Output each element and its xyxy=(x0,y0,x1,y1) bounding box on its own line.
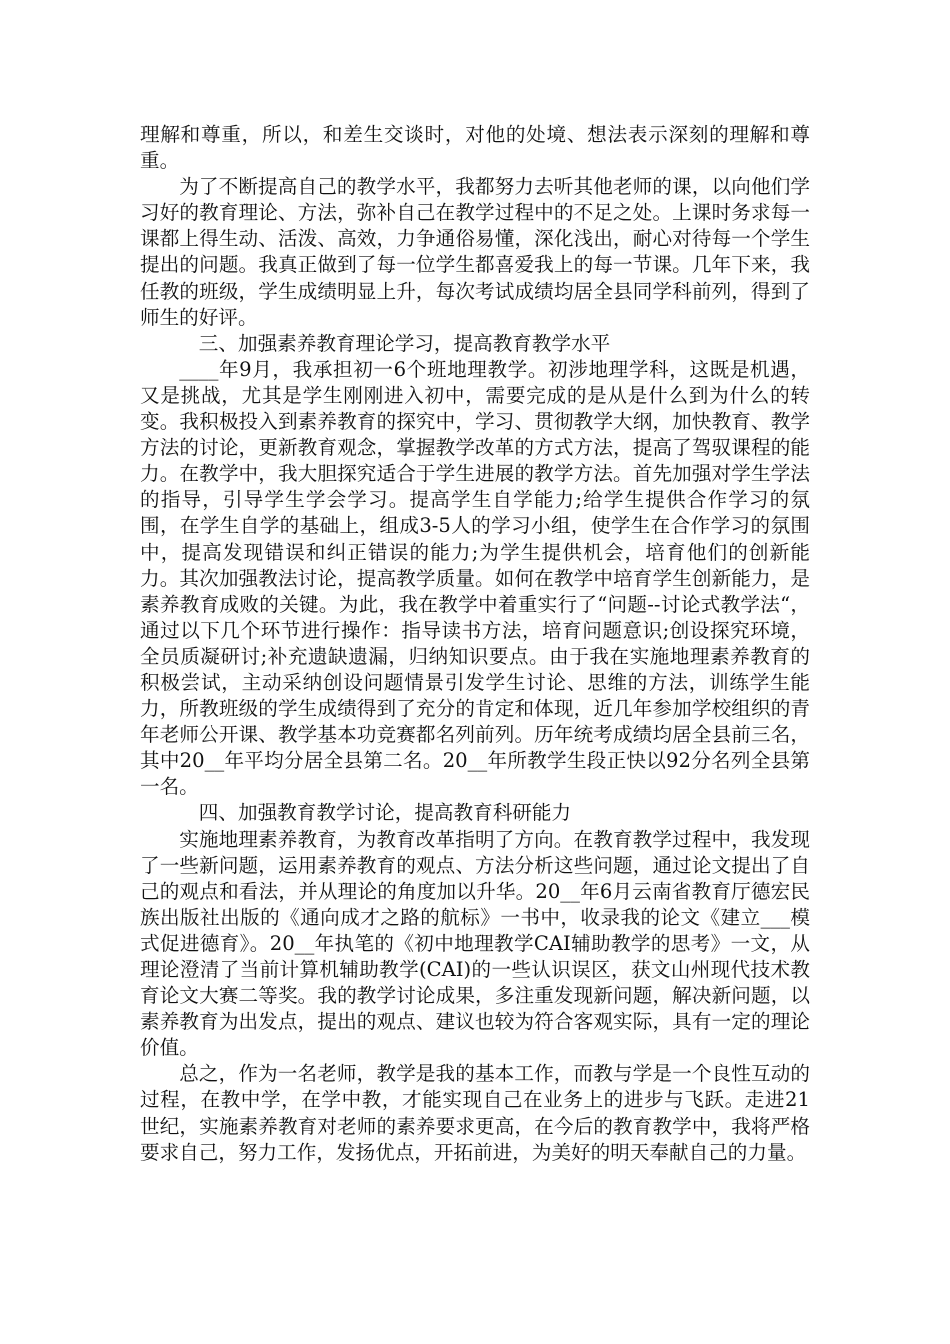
paragraph-teaching-level: 为了不断提高自己的教学水平，我都努力去听其他老师的课，以向他们学习好的教育理论、方法，弥补自己在教学过程中的不足之处。上课时务求每一课都上得生动、活泼、高效，力争通俗易懂，深化浅出，耐心对待每一个学生提出的问题。我真正做到了每一位学生都喜爱我上的每一节课。几年下来，我任教的班级，学生成绩明显上升，每次考试成绩均居全县同学科前列，得到了师生的好评。 xyxy=(140,175,810,329)
paragraph-research: 实施地理素养教育，为教育改革指明了方向。在教育教学过程中，我发现了一些新问题，运用素养教育的观点、方法分析这些问题，通过论文提出了自己的观点和看法，并从理论的角度加以升华。20__年6月云南省教育厅德宏民族出版社出版的《通向成才之路的航标》一书中，收录我的论文《建立___模式促进德育》。20__年执笔的《初中地理教学CAI辅助教学的思考》一文，从理论澄清了当前计算机辅助教学(CAI)的一些认识误区，获文山州现代技术教育论文大赛二等奖。我的教学讨论成果，多注重发现新问题，解决新问题，以素养教育为出发点，提出的观点、建议也较为符合客观实际，具有一定的理论价值。 xyxy=(140,827,810,1060)
section-heading-three: 三、加强素养教育理论学习，提高教育教学水平 xyxy=(198,331,611,355)
paragraph-continuation: 理解和尊重，所以，和差生交谈时，对他的处境、想法表示深刻的理解和尊重。 xyxy=(140,123,810,173)
section-heading-four: 四、加强教育教学讨论，提高教育科研能力 xyxy=(198,801,572,825)
document-page xyxy=(140,122,810,1166)
paragraph-geography-teaching: ____年9月，我承担初一6个班地理教学。初涉地理学科，这既是机遇，又是挑战，尤其是学生刚刚进入初中，需要完成的是从是什么到为什么的转变。我积极投入到素养教育的探究中，学习、贯彻教学大纲，加快教育、教学方法的讨论，更新教育观念，掌握教学改革的方式方法，提高了驾驭课程的能力。在教学中，我大胆探究适合于学生进展的教学方法。首先加强对学生学法的指导，引导学生学会学习。提高学生自学能力;给学生提供合作学习的氛围，在学生自学的基础上，组成3-5人的学习小组，使学生在合作学习的氛围中，提高发现错误和纠正错误的能力;为学生提供机会，培育他们的创新能力。其次加强教法讨论，提高教学质量。如何在教学中培育学生创新能力，是素养教育成败的关键。为此，我在教学中着重实行了“问题--讨论式教学法“，通过以下几个环节进行操作：指导读书方法，培育问题意识;创设探究环境，全员质凝研讨;补充遗缺遗漏，归纳知识要点。由于我在实施地理素养教育的积极尝试，主动采纳创设问题情景引发学生讨论、思维的方法，训练学生能力，所教班级的学生成绩得到了充分的肯定和体现，近几年参加学校组织的青年老师公开课、教学基本功竞赛都名列前列。历年统考成绩均居全县前三名，其中20__年平均分居全县第二名。20__年所教学生段正快以92分名列全县第一名。 xyxy=(140,357,810,799)
paragraph-summary: 总之，作为一名老师，教学是我的基本工作，而教与学是一个良性互动的过程，在教中学，在学中教，才能实现自己在业务上的进步与飞跃。走进21世纪，实施素养教育对老师的素养要求更高，在今后的教育教学中，我将严格要求自己，努力工作，发扬优点，开拓前进，为美好的明天奉献自己的力量。 xyxy=(140,1062,810,1164)
